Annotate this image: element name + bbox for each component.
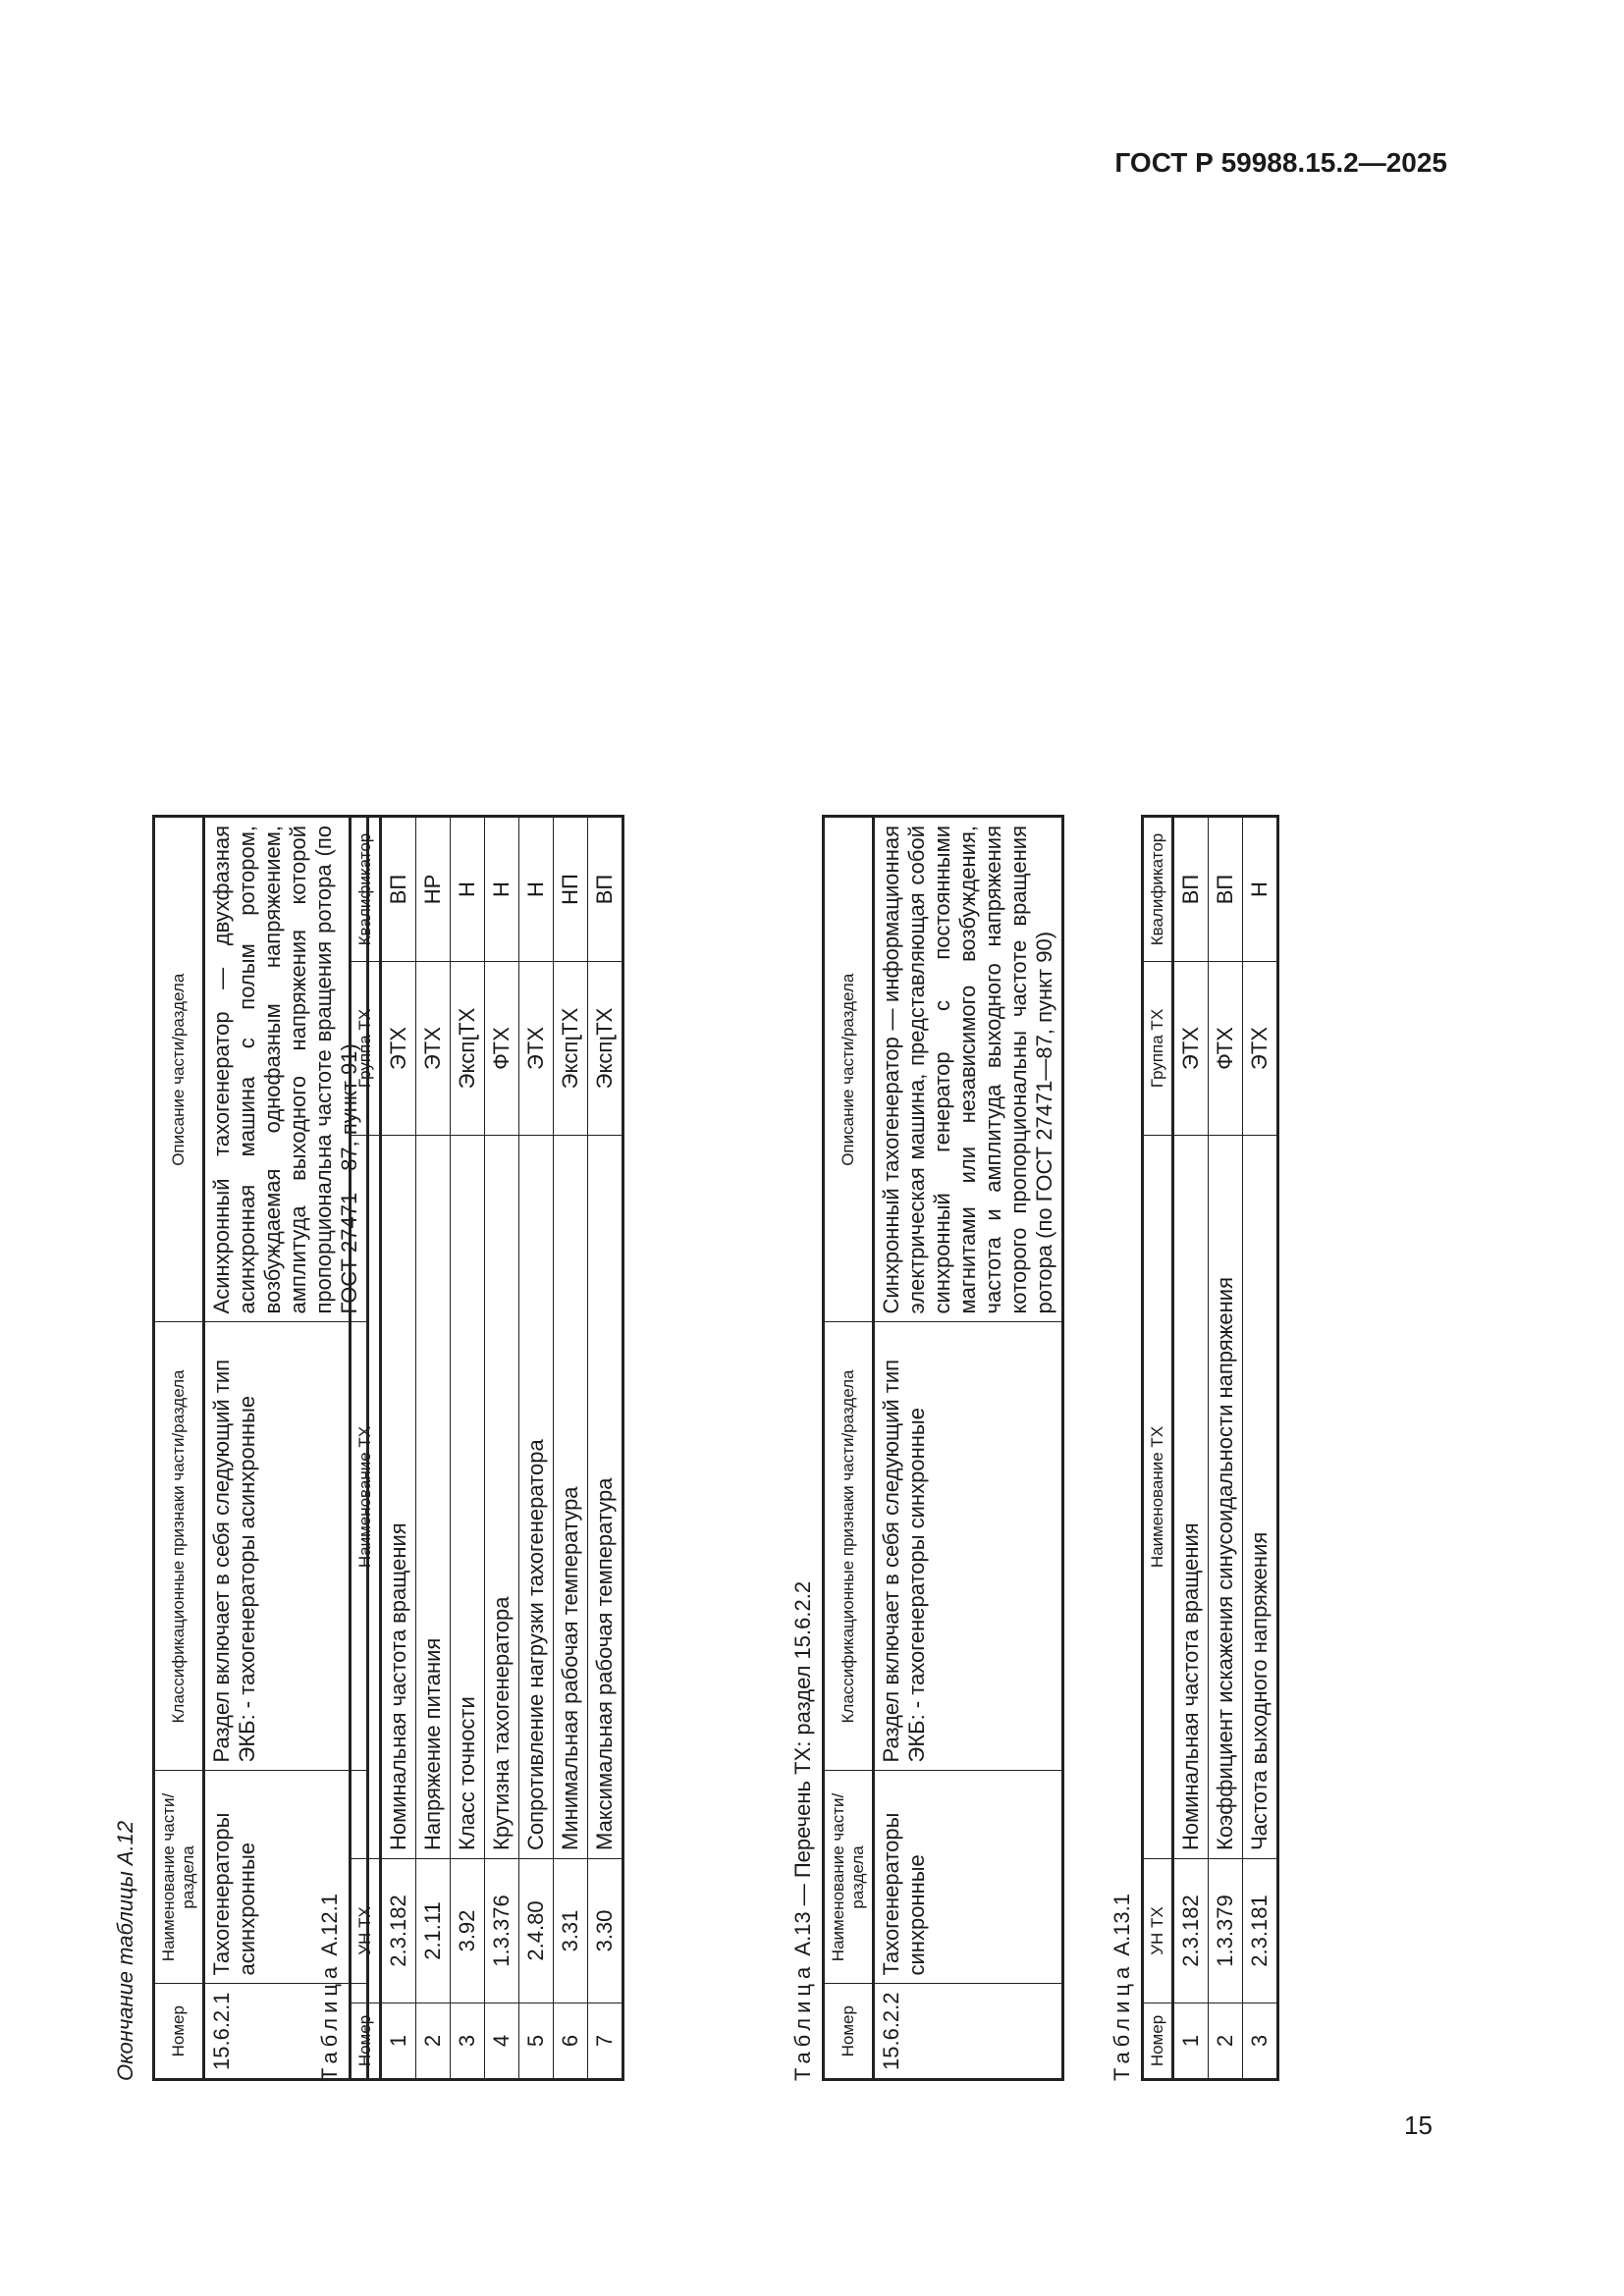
caption-a13-1: [1110, 1894, 1135, 2081]
cell-criteria: Раздел включает в себя следующий тип ЭКБ: - тахогенераторы синхронные: [874, 1322, 1063, 1771]
cell-qualifier: НР: [416, 817, 451, 962]
cell-number: 15.6.2.2: [874, 1984, 1063, 2080]
table-a12-1: [349, 815, 624, 2081]
cell-tx-name: Напряжение питания: [416, 1136, 451, 1859]
col-tx-name: Наименование ТХ: [1143, 1136, 1173, 1859]
table-header-row: [351, 817, 381, 2080]
cell-tx-group: ФТХ: [1209, 962, 1243, 1136]
cell-tx-group: ЭТХ: [519, 962, 554, 1136]
cell-tx-name: Максимальная рабочая температура: [588, 1136, 623, 1859]
cell-number: 6: [554, 2003, 588, 2080]
cell-number: 2: [416, 2003, 451, 2080]
cell-tx-name: Класс точности: [451, 1136, 485, 1859]
caption-id: А.13.1: [1110, 1894, 1134, 1956]
cell-un-tx: 1.3.379: [1209, 1859, 1243, 2003]
cell-qualifier: ВП: [381, 817, 416, 962]
cell-qualifier: Н: [1243, 817, 1278, 962]
cell-un-tx: 1.3.376: [485, 1859, 519, 2003]
col-description: Описание части/раздела: [154, 817, 204, 1322]
cell-tx-group: ЭкспլТХ: [451, 962, 485, 1136]
col-number: Номер: [154, 1984, 204, 2080]
cell-number: 1: [1173, 2003, 1209, 2080]
table-row: [588, 817, 623, 2080]
standard-code: ГОСТ Р 59988.15.2—2025: [1114, 147, 1447, 178]
cell-number: 1: [381, 2003, 416, 2080]
cell-tx-group: ЭкспլТХ: [588, 962, 623, 1136]
cell-tx-name: Крутизна тахогенератора: [485, 1136, 519, 1859]
col-criteria: Классификационные признаки части/раздела: [154, 1322, 204, 1771]
col-qualifier: Квалификатор: [351, 817, 381, 962]
cell-tx-name: Сопротивление нагрузки тахогенератора: [519, 1136, 554, 1859]
cell-qualifier: Н: [519, 817, 554, 962]
col-un-tx: УН ТХ: [351, 1859, 381, 2003]
cell-tx-name: Минимальная рабочая температура: [554, 1136, 588, 1859]
cell-number: 3: [1243, 2003, 1278, 2080]
col-tx-name: Наименование ТХ: [351, 1136, 381, 1859]
cell-qualifier: ВП: [1209, 817, 1243, 962]
table-row: [519, 817, 554, 2080]
col-number: Номер: [1143, 2003, 1173, 2080]
table-row: [1209, 817, 1243, 2080]
col-number: Номер: [351, 2003, 381, 2080]
cell-criteria: Раздел включает в себя следующий тип ЭКБ: - тахогенераторы асинхронные: [204, 1322, 368, 1771]
cell-description: Синхронный тахогенератор — информационная электрическая машина, представляющая собой синхронный генератор с постоянными магнитами или независимого возбуждения, частота и амплитуда выходного напряжения которого пропорциональны частоте вращения ротора (по ГОСТ 27471—87, пункт 90): [874, 817, 1063, 1322]
cell-un-tx: 2.3.182: [1173, 1859, 1209, 2003]
table-row: [451, 817, 485, 2080]
cell-un-tx: 3.92: [451, 1859, 485, 2003]
cell-tx-name: Номинальная частота вращения: [1173, 1136, 1209, 1859]
cell-description: Асинхронный тахогенератор — двухфазная асинхронная машина с полым ротором, возбуждаемая однофазным напряжением, амплитуда выходного напряжения которой пропорциональна частоте вращения ротора (по ГОСТ 27471—87, пункт 91): [204, 817, 368, 1322]
continuation-label: Окончание таблицы А.12: [113, 1820, 137, 2081]
col-criteria: Классификационные признаки части/раздела: [824, 1322, 874, 1771]
table-a12: [152, 815, 369, 2081]
cell-number: 7: [588, 2003, 623, 2080]
cell-tx-group: ЭкспլТХ: [554, 962, 588, 1136]
table-row: [1243, 817, 1278, 2080]
cell-part-name: Тахогенераторы асинхронные: [204, 1771, 368, 1984]
col-description: Описание части/раздела: [824, 817, 874, 1322]
cell-qualifier: НП: [554, 817, 588, 962]
cell-number: 2: [1209, 2003, 1243, 2080]
table-row: [1173, 817, 1209, 2080]
table-header-row: [824, 817, 874, 2080]
cell-un-tx: 2.4.80: [519, 1859, 554, 2003]
page-number: 15: [1404, 2110, 1433, 2140]
caption-prefix: Таблица: [1110, 1961, 1134, 2081]
cell-number: 3: [451, 2003, 485, 2080]
cell-un-tx: 2.3.182: [381, 1859, 416, 2003]
cell-part-name: Тахогенераторы синхронные: [874, 1771, 1063, 1984]
cell-un-tx: 2.1.11: [416, 1859, 451, 2003]
cell-un-tx: 3.30: [588, 1859, 623, 2003]
table-row: [485, 817, 519, 2080]
table-header-row: [1143, 817, 1173, 2080]
col-part-name: Наименование части/раздела: [154, 1771, 204, 1984]
cell-un-tx: 3.31: [554, 1859, 588, 2003]
table-row: [381, 817, 416, 2080]
cell-number: 5: [519, 2003, 554, 2080]
table-a13-1: [1141, 815, 1279, 2081]
col-tx-group: Группа ТХ: [351, 962, 381, 1136]
col-part-name: Наименование части/раздела: [824, 1771, 874, 1984]
cell-tx-group: ЭТХ: [416, 962, 451, 1136]
table-row: [416, 817, 451, 2080]
rotated-content: [113, 216, 1448, 2081]
cell-tx-name: Коэффициент искажения синусоидальности напряжения: [1209, 1136, 1243, 1859]
cell-un-tx: 2.3.181: [1243, 1859, 1278, 2003]
col-un-tx: УН ТХ: [1143, 1859, 1173, 2003]
col-number: Номер: [824, 1984, 874, 2080]
caption-prefix: Таблица: [790, 1961, 815, 2081]
table-a13: [822, 815, 1064, 2081]
cell-tx-group: ЭТХ: [1243, 962, 1278, 1136]
table-header-row: [154, 817, 204, 2080]
table-row: [204, 817, 368, 2080]
cell-tx-name: Номинальная частота вращения: [381, 1136, 416, 1859]
cell-qualifier: ВП: [1173, 817, 1209, 962]
cell-number: 4: [485, 2003, 519, 2080]
table-row: [554, 817, 588, 2080]
cell-tx-group: ФТХ: [485, 962, 519, 1136]
table-row: [874, 817, 1063, 2080]
cell-number: 15.6.2.1: [204, 1984, 368, 2080]
col-tx-group: Группа ТХ: [1143, 962, 1173, 1136]
caption-prefix: Таблица: [317, 1961, 342, 2081]
cell-qualifier: Н: [485, 817, 519, 962]
cell-tx-group: ЭТХ: [381, 962, 416, 1136]
cell-qualifier: ВП: [588, 817, 623, 962]
cell-qualifier: Н: [451, 817, 485, 962]
caption-a13: [790, 1581, 816, 2081]
caption-a12-1: [317, 1894, 343, 2081]
col-qualifier: Квалификатор: [1143, 817, 1173, 962]
caption-rest: А.13 — Перечень ТХ: раздел 15.6.2.2: [790, 1580, 815, 1956]
caption-id: А.12.1: [317, 1894, 342, 1956]
cell-tx-name: Частота выходного напряжения: [1243, 1136, 1278, 1859]
cell-tx-group: ЭТХ: [1173, 962, 1209, 1136]
